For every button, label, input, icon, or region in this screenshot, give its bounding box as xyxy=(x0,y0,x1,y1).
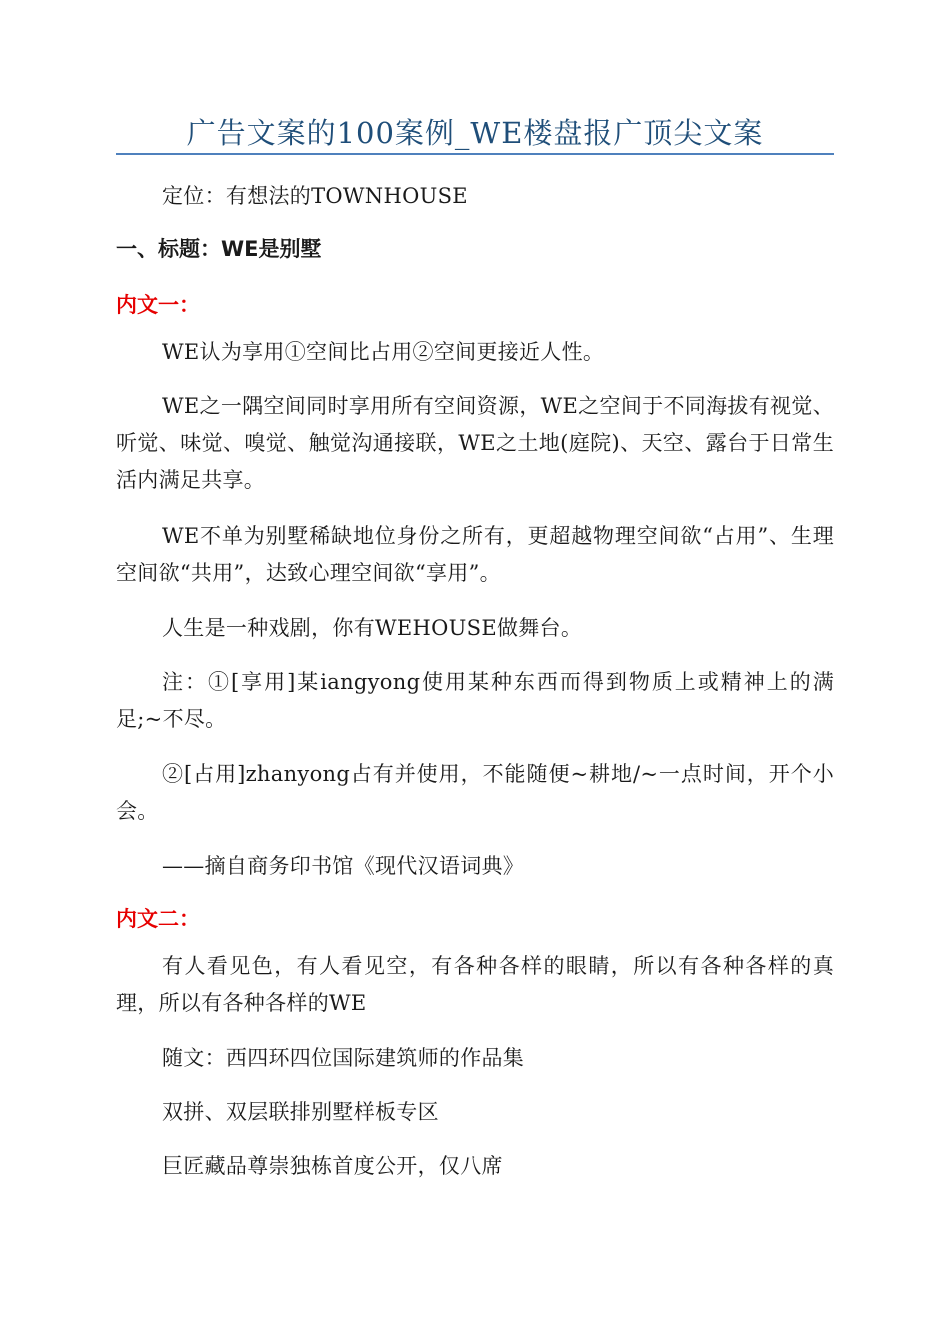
body-two-paragraph-2-block xyxy=(116,1040,834,1077)
body-one-paragraph: WE之一隅空间同时享用所有空间资源，WE之空间于不同海拔有视觉、听觉、味觉、嗅觉、触觉沟通接联，WE之土地(庭院)、天空、露台于日常生活内满足共享。 xyxy=(116,394,834,492)
note-one: 注：①[享用]某iangyong使用某种东西而得到物质上或精神上的满足;~不尽。 xyxy=(116,670,834,731)
body-one-heading-block xyxy=(116,290,834,320)
body-one-paragraph: 人生是一种戏剧，你有WEHOUSE做舞台。 xyxy=(162,616,583,640)
section-heading-title: 一、标题：WE是别墅 xyxy=(116,237,322,261)
body-one-paragraph: WE不单为别墅稀缺地位身份之所有，更超越物理空间欲“占用”、生理空间欲“共用”，达致心理空间欲“享用”。 xyxy=(116,524,834,585)
body-two-paragraph-3-block xyxy=(116,1094,834,1131)
body-two-paragraph: 随文：西四环四位国际建筑师的作品集 xyxy=(162,1046,525,1070)
body-one-heading: 内文一： xyxy=(116,293,200,317)
body-one-paragraph-4-block xyxy=(116,610,834,647)
body-two-paragraph-1-block xyxy=(116,948,834,1022)
document-title: 广告文案的100案例_WE楼盘报广顶尖文案 xyxy=(186,116,764,150)
body-two-paragraph: 巨匠藏品尊崇独栋首度公开，仅八席 xyxy=(162,1154,503,1178)
citation: ——摘自商务印书馆《现代汉语词典》 xyxy=(162,854,525,878)
body-one-paragraph-1-block xyxy=(116,334,834,371)
body-two-heading: 内文二： xyxy=(116,907,200,931)
positioning-line: 定位：有想法的TOWNHOUSE xyxy=(162,184,468,208)
body-one-paragraph-3-block xyxy=(116,518,834,592)
body-one-paragraph-2-block xyxy=(116,388,834,499)
citation-block xyxy=(116,848,834,885)
body-two-paragraph-4-block xyxy=(116,1148,834,1185)
body-one-paragraph: WE认为享用①空间比占用②空间更接近人性。 xyxy=(162,340,605,364)
note-two: ②[占用]zhanyong占有并使用，不能随便~耕地/~一点时间，开个小会。 xyxy=(116,762,834,823)
positioning-line-block xyxy=(116,178,834,215)
note-two-block xyxy=(116,756,834,830)
section-heading-block xyxy=(116,234,834,264)
title-underline xyxy=(116,153,834,155)
body-two-heading-block xyxy=(116,904,834,934)
note-one-block xyxy=(116,664,834,738)
body-two-paragraph: 有人看见色，有人看见空，有各种各样的眼睛，所以有各种各样的真理，所以有各种各样的WE xyxy=(116,954,834,1015)
body-two-paragraph: 双拼、双层联排别墅样板专区 xyxy=(162,1100,439,1124)
